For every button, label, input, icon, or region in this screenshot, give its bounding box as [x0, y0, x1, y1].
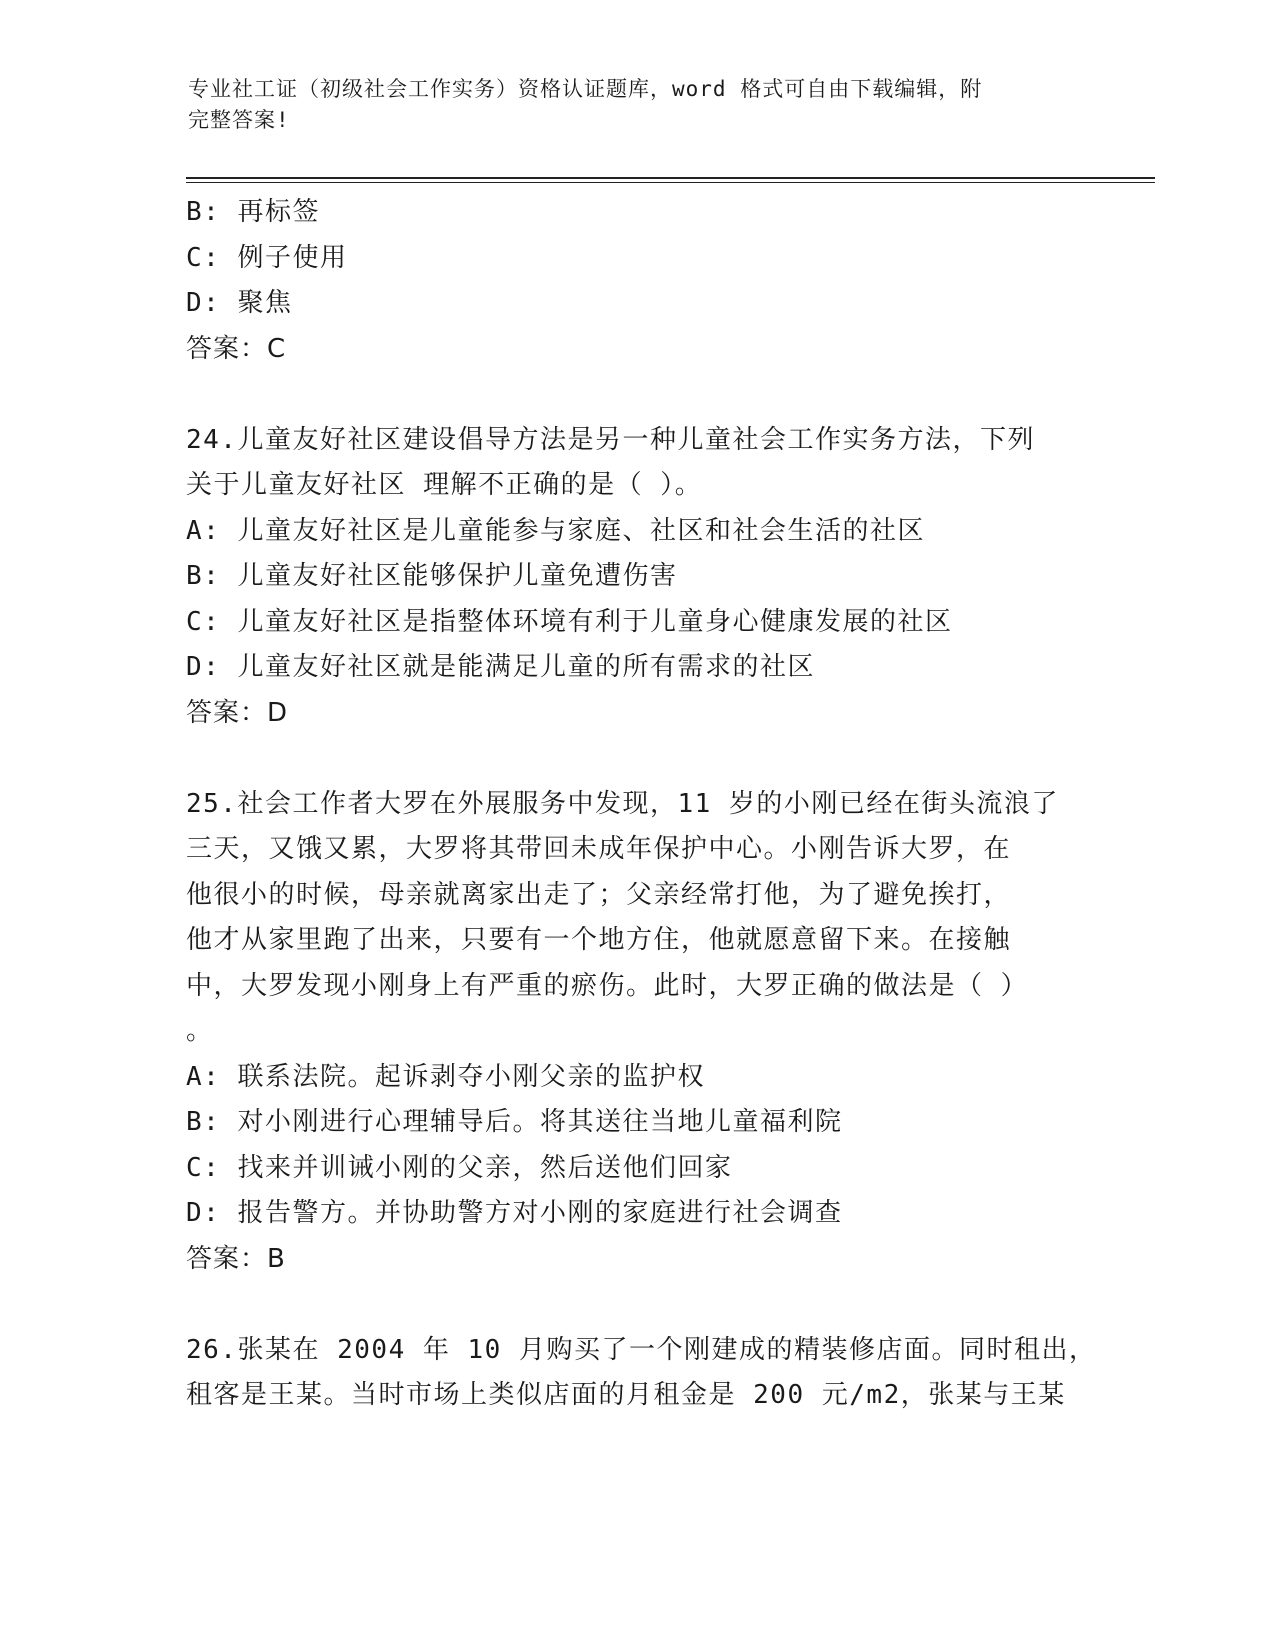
- option-b: B: 儿童友好社区能够保护儿童免遭伤害: [186, 561, 678, 591]
- answer-line: 答案：D: [186, 697, 289, 728]
- option-d: D: 报告警方。并协助警方对小刚的家庭进行社会调查: [186, 1198, 843, 1228]
- question-24: [186, 418, 1086, 737]
- question-23-tail: [186, 190, 1086, 372]
- question-stem-line: 他很小的时候，母亲就离家出走了；父亲经常打他，为了避免挨打，: [186, 879, 1012, 910]
- question-stem-line: 租客是王某。当时市场上类似店面的月租金是 200 元/m2，张某与王某: [186, 1380, 1066, 1410]
- spacer: [186, 736, 1086, 782]
- question-25: [186, 782, 1086, 1283]
- option-d: D: 儿童友好社区就是能满足儿童的所有需求的社区: [186, 652, 815, 682]
- question-26: [186, 1328, 1097, 1419]
- question-stem-line: 关于儿童友好社区 理解不正确的是（ ）。: [186, 470, 703, 500]
- question-stem-line: 25.社会工作者大罗在外展服务中发现，11 岁的小刚已经在街头流浪了: [186, 788, 1059, 819]
- question-content: [186, 190, 1097, 1419]
- spacer: [186, 372, 1086, 418]
- option-d: D: 聚焦: [186, 288, 293, 318]
- header-rule-thick: [186, 177, 1155, 179]
- option-a: A: 联系法院。起诉剥夺小刚父亲的监护权: [186, 1061, 705, 1092]
- option-c: C: 例子使用: [186, 242, 348, 273]
- header-line-1: 专业社工证（初级社会工作实务）资格认证题库，word 格式可自由下载编辑，附: [188, 77, 983, 101]
- question-stem-line: 。: [186, 1016, 214, 1046]
- spacer: [186, 1282, 1086, 1328]
- question-stem-line: 中，大罗发现小刚身上有严重的瘀伤。此时，大罗正确的做法是（ ）: [186, 970, 1029, 1001]
- question-stem-line: 26.张某在 2004 年 10 月购买了一个刚建成的精装修店面。同时租出，: [186, 1334, 1097, 1365]
- option-b: B: 对小刚进行心理辅导后。将其送往当地儿童福利院: [186, 1107, 843, 1137]
- option-b: B: 再标签: [186, 197, 320, 227]
- option-c: C: 儿童友好社区是指整体环境有利于儿童身心健康发展的社区: [186, 606, 953, 637]
- question-stem-line: 24.儿童友好社区建设倡导方法是另一种儿童社会工作实务方法，下列: [186, 424, 1035, 455]
- question-stem-line: 他才从家里跑了出来，只要有一个地方住，他就愿意留下来。在接触: [186, 925, 1012, 955]
- question-stem-line: 三天，又饿又累，大罗将其带回未成年保护中心。小刚告诉大罗，在: [186, 834, 1012, 864]
- header-rule-thin: [186, 182, 1155, 183]
- option-a: A: 儿童友好社区是儿童能参与家庭、社区和社会生活的社区: [186, 515, 925, 546]
- header-line-2: 完整答案!: [188, 108, 290, 132]
- answer-line: 答案：B: [186, 1243, 286, 1274]
- option-c: C: 找来并训诫小刚的父亲，然后送他们回家: [186, 1152, 733, 1183]
- page-header: [188, 74, 1068, 136]
- answer-line: 答案：C: [186, 333, 287, 364]
